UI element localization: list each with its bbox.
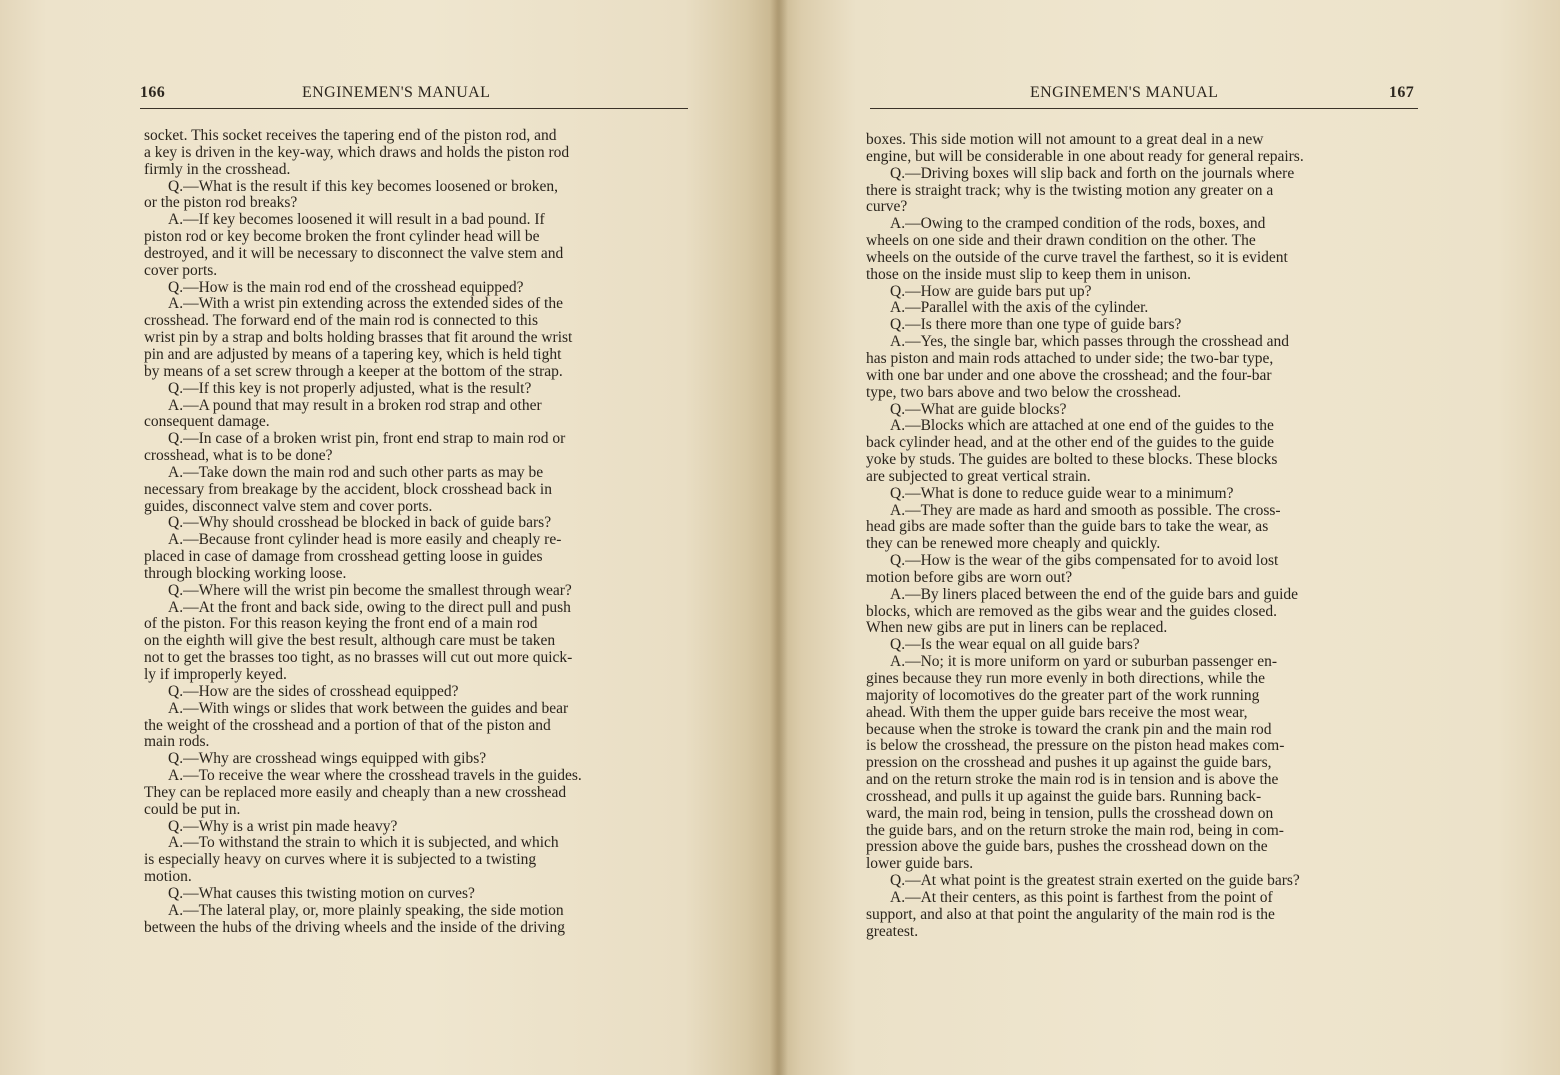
text-line: through blocking working loose. xyxy=(144,564,347,582)
text-line: on the eighth will give the best result, although care must be taken xyxy=(144,632,556,650)
text-line: crosshead, what is to be done? xyxy=(144,447,333,465)
text-line: A.—Yes, the single bar, which passes through the crosshead and xyxy=(890,333,1290,351)
text-line: ward, the main rod, being in tension, pulls the crosshead down on xyxy=(866,804,1274,822)
text-line: crosshead. The forward end of the main rod is connected to this xyxy=(144,312,538,330)
text-line: A.—Parallel with the axis of the cylinder. xyxy=(890,299,1149,317)
right-running-head: ENGINEMEN'S MANUAL xyxy=(1030,84,1219,101)
text-line: placed in case of damage from crosshead getting loose in guides xyxy=(144,548,543,566)
text-line: with one bar under and one above the crosshead; and the four-bar xyxy=(866,366,1272,384)
text-line: A.—They are made as hard and smooth as possible. The cross- xyxy=(890,501,1281,519)
text-line: yoke by studs. The guides are bolted to these blocks. These blocks xyxy=(866,451,1278,469)
text-line: and on the return stroke the main rod is in tension and is above the xyxy=(866,771,1279,789)
text-line: cover ports. xyxy=(144,261,218,279)
text-line: Q.—How are guide bars put up? xyxy=(890,282,1092,300)
text-line: head gibs are made softer than the guide bars to take the wear, as xyxy=(866,518,1269,536)
text-line: crosshead, and pulls it up against the guide bars. Running back- xyxy=(866,787,1262,805)
text-line: A.—By liners placed between the end of the guide bars and guide xyxy=(890,585,1299,603)
text-line: motion. xyxy=(144,868,192,886)
left-header-rule xyxy=(140,108,688,109)
text-line: they can be renewed more cheaply and quickly. xyxy=(866,535,1161,553)
left-page xyxy=(0,0,778,1075)
text-line: destroyed, and it will be necessary to disconnect the valve stem and xyxy=(144,244,564,262)
text-line: Q.—How is the wear of the gibs compensated for to avoid lost xyxy=(890,552,1279,570)
text-line: majority of locomotives do the greater part of the work running xyxy=(866,686,1260,704)
text-line: piston rod or key become broken the front cylinder head will be xyxy=(144,228,540,246)
text-line: A.—If key becomes loosened it will result in a bad pound. If xyxy=(168,211,545,229)
text-line: wrist pin by a strap and bolts holding brasses that fit around the wrist xyxy=(144,329,573,347)
text-line: not to get the brasses too tight, as no brasses will cut out more quick- xyxy=(144,649,573,667)
text-line: of the piston. For this reason keying the front end of a main rod xyxy=(144,615,538,633)
text-line: by means of a set screw through a keeper at the bottom of the strap. xyxy=(144,362,563,380)
text-line: pression on the crosshead and pushes it up against the guide bars, xyxy=(866,754,1272,772)
text-line: gines because they run more evenly in both directions, while the xyxy=(866,670,1266,687)
text-line: main rods. xyxy=(144,733,210,751)
right-page-body xyxy=(866,132,1414,941)
text-line: A.—With wings or slides that work between the guides and bear xyxy=(168,699,569,717)
text-line: Q.—Why is a wrist pin made heavy? xyxy=(168,817,398,835)
text-line: back cylinder head, and at the other end of the guides to the guide xyxy=(866,434,1275,452)
text-line: They can be replaced more easily and cheaply than a new crosshead xyxy=(144,783,567,801)
text-line: Q.—Why should crosshead be blocked in back of guide bars? xyxy=(168,514,552,532)
text-line: those on the inside must slip to keep them in unison. xyxy=(866,265,1192,283)
text-line: or the piston rod breaks? xyxy=(144,194,298,212)
left-page-number: 166 xyxy=(140,84,166,101)
text-line: there is straight track; why is the twisting motion any greater on a xyxy=(866,181,1274,199)
text-line: support, and also at that point the angularity of the main rod is the xyxy=(866,905,1275,923)
text-line: is below the crosshead, the pressure on the piston head makes com- xyxy=(866,737,1285,755)
text-line: A.—To receive the wear where the crosshead travels in the guides. xyxy=(168,767,582,785)
left-running-head: ENGINEMEN'S MANUAL xyxy=(302,84,491,101)
text-line: boxes. This side motion will not amount to a great deal in a new xyxy=(866,131,1264,148)
text-line: Q.—What are guide blocks? xyxy=(890,400,1067,418)
text-line: Q.—What is the result if this key becomes loosened or broken, xyxy=(168,177,558,195)
text-line: type, two bars above and two below the crosshead. xyxy=(866,383,1182,401)
text-line: A.—No; it is more uniform on yard or suburban passenger en- xyxy=(890,653,1277,671)
text-line: wheels on the outside of the curve travel the farthest, so it is evident xyxy=(866,248,1288,266)
text-line: the guide bars, and on the return stroke the main rod, being in com- xyxy=(866,821,1284,839)
text-line: lower guide bars. xyxy=(866,855,974,873)
right-page xyxy=(778,0,1560,1075)
text-line: Q.—At what point is the greatest strain exerted on the guide bars? xyxy=(890,872,1300,890)
text-line: Q.—In case of a broken wrist pin, front end strap to main rod or xyxy=(168,430,566,448)
text-line: could be put in. xyxy=(144,800,241,818)
text-line: a key is driven in the key-way, which draws and holds the piston rod xyxy=(144,143,570,161)
text-line: A.—At their centers, as this point is farthest from the point of xyxy=(890,888,1273,906)
right-page-number: 167 xyxy=(1389,84,1415,101)
text-line: Q.—Is the wear equal on all guide bars? xyxy=(890,636,1140,654)
text-line: has piston and main rods attached to under side; the two-bar type, xyxy=(866,349,1274,367)
text-line: Q.—How are the sides of crosshead equipped? xyxy=(168,682,459,700)
text-line: Q.—What is done to reduce guide wear to a minimum? xyxy=(890,484,1234,502)
text-line: Q.—What causes this twisting motion on curves? xyxy=(168,884,475,902)
text-line: guides, disconnect valve stem and cover ports. xyxy=(144,497,433,515)
text-line: greatest. xyxy=(866,922,919,940)
text-line: engine, but will be considerable in one about ready for general repairs. xyxy=(866,147,1304,165)
text-line: necessary from breakage by the accident, block crosshead back in xyxy=(144,480,552,498)
text-line: the weight of the crosshead and a portion of that of the piston and xyxy=(144,716,551,734)
text-line: ahead. With them the upper guide bars receive the most wear, xyxy=(866,703,1248,721)
text-line: A.—At the front and back side, owing to the direct pull and push xyxy=(168,598,571,616)
text-line: curve? xyxy=(866,198,908,216)
book-gutter xyxy=(770,0,788,1075)
left-page-body xyxy=(144,128,694,937)
text-line: Q.—Is there more than one type of guide bars? xyxy=(890,316,1182,334)
text-line: is especially heavy on curves where it is subjected to a twisting xyxy=(144,851,537,869)
text-line: blocks, which are removed as the gibs wear and the guides closed. xyxy=(866,602,1278,620)
text-line: Q.—Driving boxes will slip back and forth on the journals where xyxy=(890,164,1295,182)
text-line: Q.—How is the main rod end of the crosshead equipped? xyxy=(168,278,524,296)
text-line: consequent damage. xyxy=(144,413,270,431)
text-line: pin and are adjusted by means of a tapering key, which is held tight xyxy=(144,345,562,363)
text-line: Q.—Where will the wrist pin become the smallest through wear? xyxy=(168,581,572,599)
text-line: A.—The lateral play, or, more plainly speaking, the side motion xyxy=(168,901,564,919)
text-line: Q.—Why are crosshead wings equipped with gibs? xyxy=(168,750,487,768)
text-line: socket. This socket receives the tapering end of the piston rod, and xyxy=(144,127,557,144)
text-line: firmly in the crosshead. xyxy=(144,160,291,178)
text-line: wheels on one side and their drawn condition on the other. The xyxy=(866,232,1256,250)
text-line: motion before gibs are worn out? xyxy=(866,568,1073,586)
text-line: When new gibs are put in liners can be replaced. xyxy=(866,619,1168,637)
text-line: A.—To withstand the strain to which it is subjected, and which xyxy=(168,834,559,852)
text-line: A.—With a wrist pin extending across the extended sides of the xyxy=(168,295,563,313)
text-line: are subjected to great vertical strain. xyxy=(866,467,1091,485)
text-line: A.—Owing to the cramped condition of the rods, boxes, and xyxy=(890,215,1266,233)
right-header-rule xyxy=(870,108,1418,109)
text-line: A.—A pound that may result in a broken rod strap and other xyxy=(168,396,542,414)
text-line: A.—Blocks which are attached at one end of the guides to the xyxy=(890,417,1274,435)
text-line: between the hubs of the driving wheels and the inside of the driving xyxy=(144,918,565,936)
text-line: Q.—If this key is not properly adjusted, what is the result? xyxy=(168,379,532,397)
text-line: because when the stroke is toward the crank pin and the main rod xyxy=(866,720,1272,738)
text-line: A.—Take down the main rod and such other parts as may be xyxy=(168,463,544,481)
text-line: A.—Because front cylinder head is more easily and cheaply re- xyxy=(168,531,562,549)
text-line: ly if improperly keyed. xyxy=(144,666,287,683)
text-line: pression above the guide bars, pushes the crosshead down on the xyxy=(866,838,1268,856)
